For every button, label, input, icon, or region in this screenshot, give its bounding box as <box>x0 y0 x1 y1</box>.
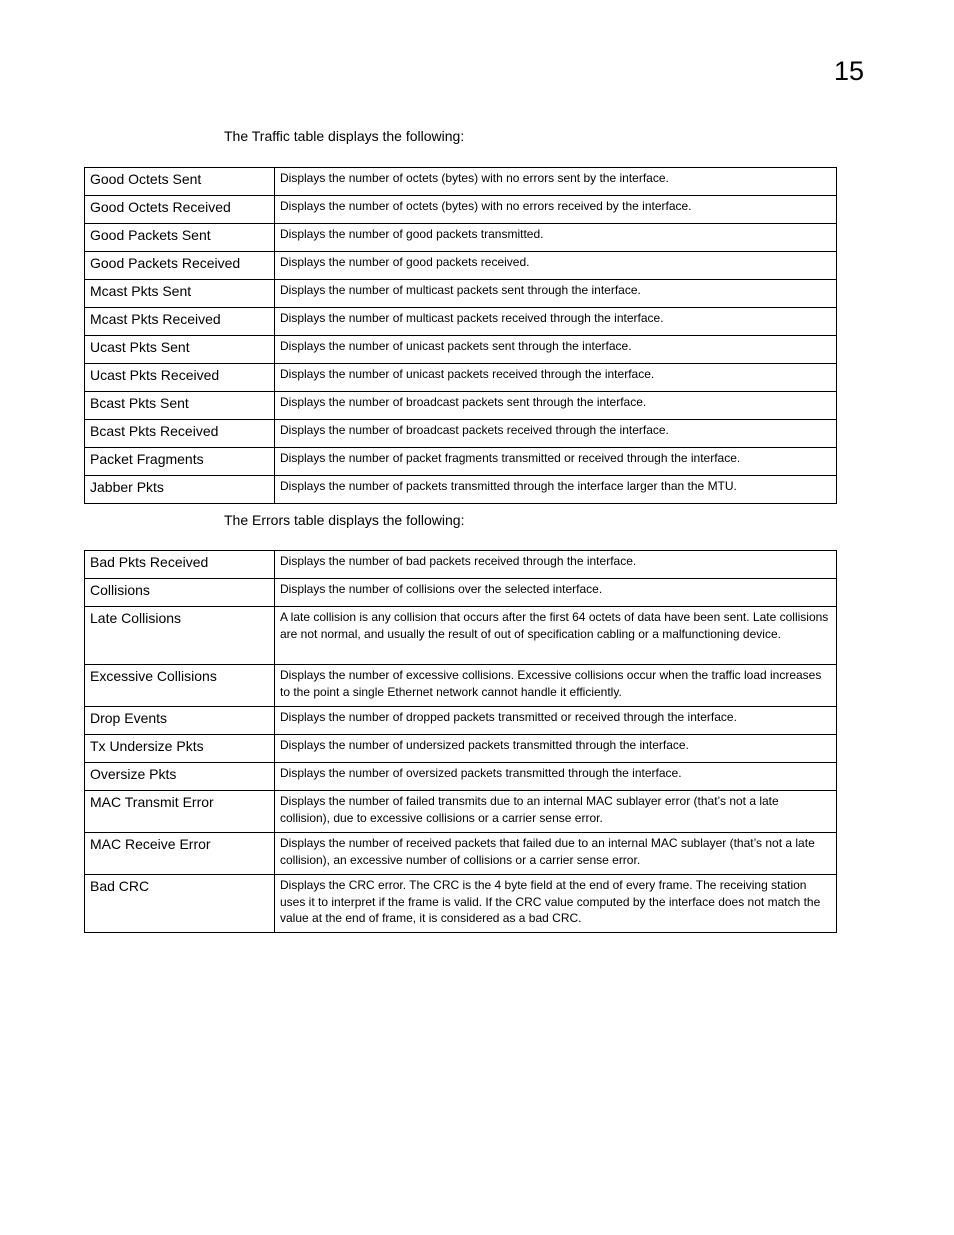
table-row <box>85 665 837 707</box>
description-cell: Displays the CRC error. The CRC is the 4 byte field at the end of every frame. The receiving station uses it to interpret if the frame is valid. If the CRC value computed by the interface does not match the value at the end of frame, it is considered as a bad CRC. <box>275 875 837 933</box>
errors-intro-suffix: table displays the following: <box>290 512 465 528</box>
description-cell: Displays the number of collisions over the selected interface. <box>275 579 837 607</box>
table-row <box>85 735 837 763</box>
table-row <box>85 308 837 336</box>
description-cell: Displays the number of failed transmits due to an internal MAC sublayer error (that’s not a late collision), due to excessive collisions or a carrier sense error. <box>275 791 837 833</box>
term-cell: Bad Pkts Received <box>85 551 275 579</box>
term-cell: Good Packets Received <box>85 252 275 280</box>
table-row <box>85 336 837 364</box>
traffic-intro <box>224 127 464 145</box>
description-cell: Displays the number of unicast packets sent through the interface. <box>275 336 837 364</box>
table-row <box>85 168 837 196</box>
traffic-table <box>84 167 837 504</box>
table-row <box>85 707 837 735</box>
traffic-intro-prefix: The <box>224 128 252 144</box>
table-row <box>85 607 837 665</box>
term-cell: Bcast Pkts Sent <box>85 392 275 420</box>
errors-table <box>84 550 837 933</box>
table-row <box>85 364 837 392</box>
table-row <box>85 791 837 833</box>
description-cell: Displays the number of good packets received. <box>275 252 837 280</box>
table-row <box>85 833 837 875</box>
errors-intro <box>224 511 464 529</box>
description-cell: Displays the number of broadcast packets received through the interface. <box>275 420 837 448</box>
term-cell: Collisions <box>85 579 275 607</box>
term-cell: Mcast Pkts Received <box>85 308 275 336</box>
description-cell: Displays the number of undersized packets transmitted through the interface. <box>275 735 837 763</box>
term-cell: Jabber Pkts <box>85 476 275 504</box>
errors-intro-prefix: The <box>224 512 253 528</box>
table-row <box>85 224 837 252</box>
description-cell: Displays the number of broadcast packets sent through the interface. <box>275 392 837 420</box>
table-row <box>85 252 837 280</box>
table-row <box>85 551 837 579</box>
description-cell: A late collision is any collision that occurs after the first 64 octets of data have been sent. Late collisions are not normal, and usually the result of out of specification cabling or a malfunctioning device. <box>275 607 837 665</box>
term-cell: Excessive Collisions <box>85 665 275 707</box>
table-row <box>85 280 837 308</box>
description-cell: Displays the number of received packets that failed due to an internal MAC sublayer (that’s not a late collision), an excessive number of collisions or a carrier sense error. <box>275 833 837 875</box>
chapter-number: 15 <box>833 56 864 86</box>
traffic-intro-suffix: table displays the following: <box>289 128 465 144</box>
description-cell: Displays the number of bad packets received through the interface. <box>275 551 837 579</box>
description-cell: Displays the number of packet fragments transmitted or received through the interface. <box>275 448 837 476</box>
table-row <box>85 579 837 607</box>
term-cell: Late Collisions <box>85 607 275 665</box>
term-cell: Packet Fragments <box>85 448 275 476</box>
description-cell: Displays the number of octets (bytes) with no errors received by the interface. <box>275 196 837 224</box>
description-cell: Displays the number of oversized packets transmitted through the interface. <box>275 763 837 791</box>
description-cell: Displays the number of octets (bytes) with no errors sent by the interface. <box>275 168 837 196</box>
table-row <box>85 448 837 476</box>
term-cell: Mcast Pkts Sent <box>85 280 275 308</box>
description-cell: Displays the number of unicast packets received through the interface. <box>275 364 837 392</box>
term-cell: Good Octets Received <box>85 196 275 224</box>
description-cell: Displays the number of dropped packets transmitted or received through the interface. <box>275 707 837 735</box>
description-cell: Displays the number of excessive collisions. Excessive collisions occur when the traffic load increases to the point a single Ethernet network cannot handle it efficiently. <box>275 665 837 707</box>
table-row <box>85 763 837 791</box>
term-cell: Ucast Pkts Received <box>85 364 275 392</box>
term-cell: MAC Receive Error <box>85 833 275 875</box>
description-cell: Displays the number of packets transmitted through the interface larger than the MTU. <box>275 476 837 504</box>
description-cell: Displays the number of multicast packets received through the interface. <box>275 308 837 336</box>
table-row <box>85 196 837 224</box>
errors-intro-keyword: Errors <box>252 512 291 528</box>
term-cell: Good Packets Sent <box>85 224 275 252</box>
table-row <box>85 420 837 448</box>
description-cell: Displays the number of multicast packets sent through the interface. <box>275 280 837 308</box>
table-row <box>85 392 837 420</box>
term-cell: Bcast Pkts Received <box>85 420 275 448</box>
term-cell: Bad CRC <box>85 875 275 933</box>
term-cell: MAC Transmit Error <box>85 791 275 833</box>
table-row <box>85 476 837 504</box>
term-cell: Drop Events <box>85 707 275 735</box>
description-cell: Displays the number of good packets transmitted. <box>275 224 837 252</box>
term-cell: Oversize Pkts <box>85 763 275 791</box>
term-cell: Good Octets Sent <box>85 168 275 196</box>
traffic-intro-keyword: Traffic <box>251 128 290 144</box>
term-cell: Tx Undersize Pkts <box>85 735 275 763</box>
table-row <box>85 875 837 933</box>
term-cell: Ucast Pkts Sent <box>85 336 275 364</box>
